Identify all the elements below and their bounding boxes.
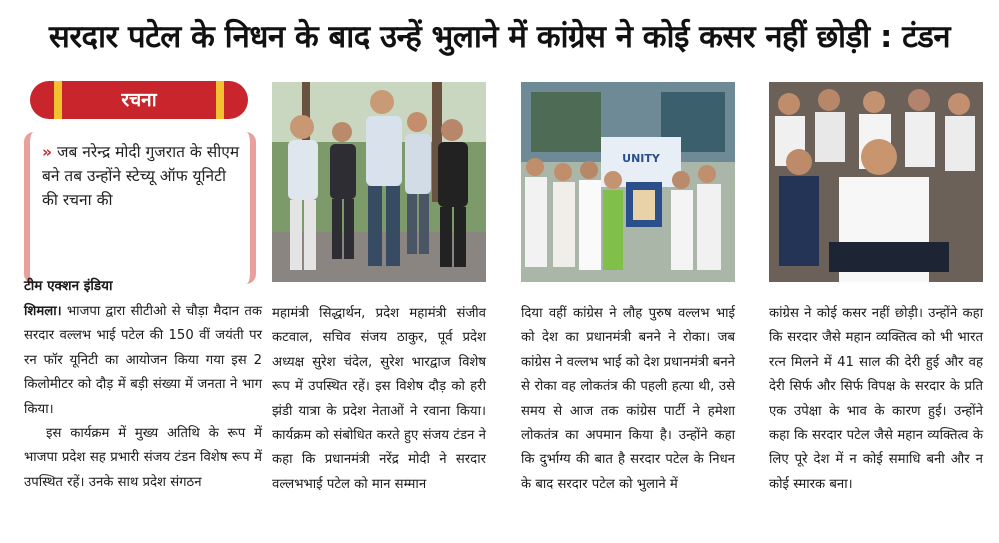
paragraph: महामंत्री सिद्धार्थन, प्रदेश महामंत्री संजीव कटवाल, सचिव संजय ठाकुर, पूर्व प्रदेश अध्यक्ष सुरेश चंदेल, सुरेश भारद्वाज विशेष रूप में उपस्थित रहें। इस विशेष दौड़ को हरी झंडी यात्रा के प्रदेश नेताओं ने रवाना किया।कार्यक्रम को संबोधित करते हुए संजय टंडन ने कहा कि प्रधानमंत्री नरेंद्र मोदी ने सरदार वल्लभभाई पटेल को मान सम्मान (272, 306, 486, 492)
quote-text: जब नरेन्द्र मोदी गुजरात के सीएम बने तब उन्होंने स्टेच्यू ऑफ यूनिटी की रचना की (42, 143, 240, 209)
article-column-4 (769, 302, 983, 497)
paragraph: दिया वहीं कांग्रेस ने लौह पुरुष वल्लभ भाई को देश का प्रधानमंत्री बनने ने रोका। जब कांग्रेस ने वल्लभ भाई को देश प्रधानमंत्री बनने से रोका वह लोकतंत्र की पहली हत्या थी, उसे समय से आज तक कांग्रेस पार्टी ने हमेशा लोकतंत्र का अपमान किया है। उन्होंने कहा कि दुर्भाग्य की बात है सरदार पटेल के निधन के बाद सरदार पटेल को भुलाने में (521, 306, 735, 492)
pull-quote (24, 132, 256, 284)
article-column-1 (24, 300, 262, 495)
quote-mark-icon: » (42, 143, 53, 161)
paragraph: कांग्रेस ने कोई कसर नहीं छोड़ी। उन्होंने कहा कि सरदार जैसे महान व्यक्तित्व को भी भारत रत्न मिलने में 41 साल की देरी हुई और वह देरी सिर्फ और सिर्फ विपक्ष के सरदार के प्रति एक उपेक्षा के भाव के कारण हुई। उन्होंने कहा कि सरदार पटेल जैसे महान व्यक्तित्व के लिए पूरे देश में न कोई समाधि बनी और न कोई स्मारक बना। (769, 306, 983, 492)
article-column-2 (272, 302, 486, 497)
section-label: रचना (54, 81, 224, 119)
paragraph: इस कार्यक्रम में मुख्य अतिथि के रूप में भाजपा प्रदेश सह प्रभारी संजय टंडन विशेष रूप में उपस्थित रहें। उनके साथ प्रदेश संगठन (24, 426, 262, 490)
section-banner (30, 81, 248, 119)
banner-text: UNITY (622, 152, 660, 165)
paragraph: भाजपा द्वारा सीटीओ से चौड़ा मैदान तक सरदार वल्लभ भाई पटेल की 150 वीं जयंती पर रन फॉर यूनिटी का आयोजन किया गया इस 2 किलोमीटर को दौड़ में बड़ी संख्या में जनता ने भाग किया। (24, 304, 262, 417)
headline: सरदार पटेल के निधन के बाद उन्हें भुलाने में कांग्रेस ने कोई कसर नहीं छोड़ी : टंडन (48, 19, 951, 55)
article-column-3 (521, 302, 735, 497)
byline: टीम एक्शन इंडिया (24, 278, 113, 294)
photo-seated-participants (769, 82, 983, 282)
photo-group-with-portrait (521, 82, 735, 282)
dateline: शिमला। (24, 304, 62, 319)
photo-run-for-unity-march (272, 82, 486, 282)
